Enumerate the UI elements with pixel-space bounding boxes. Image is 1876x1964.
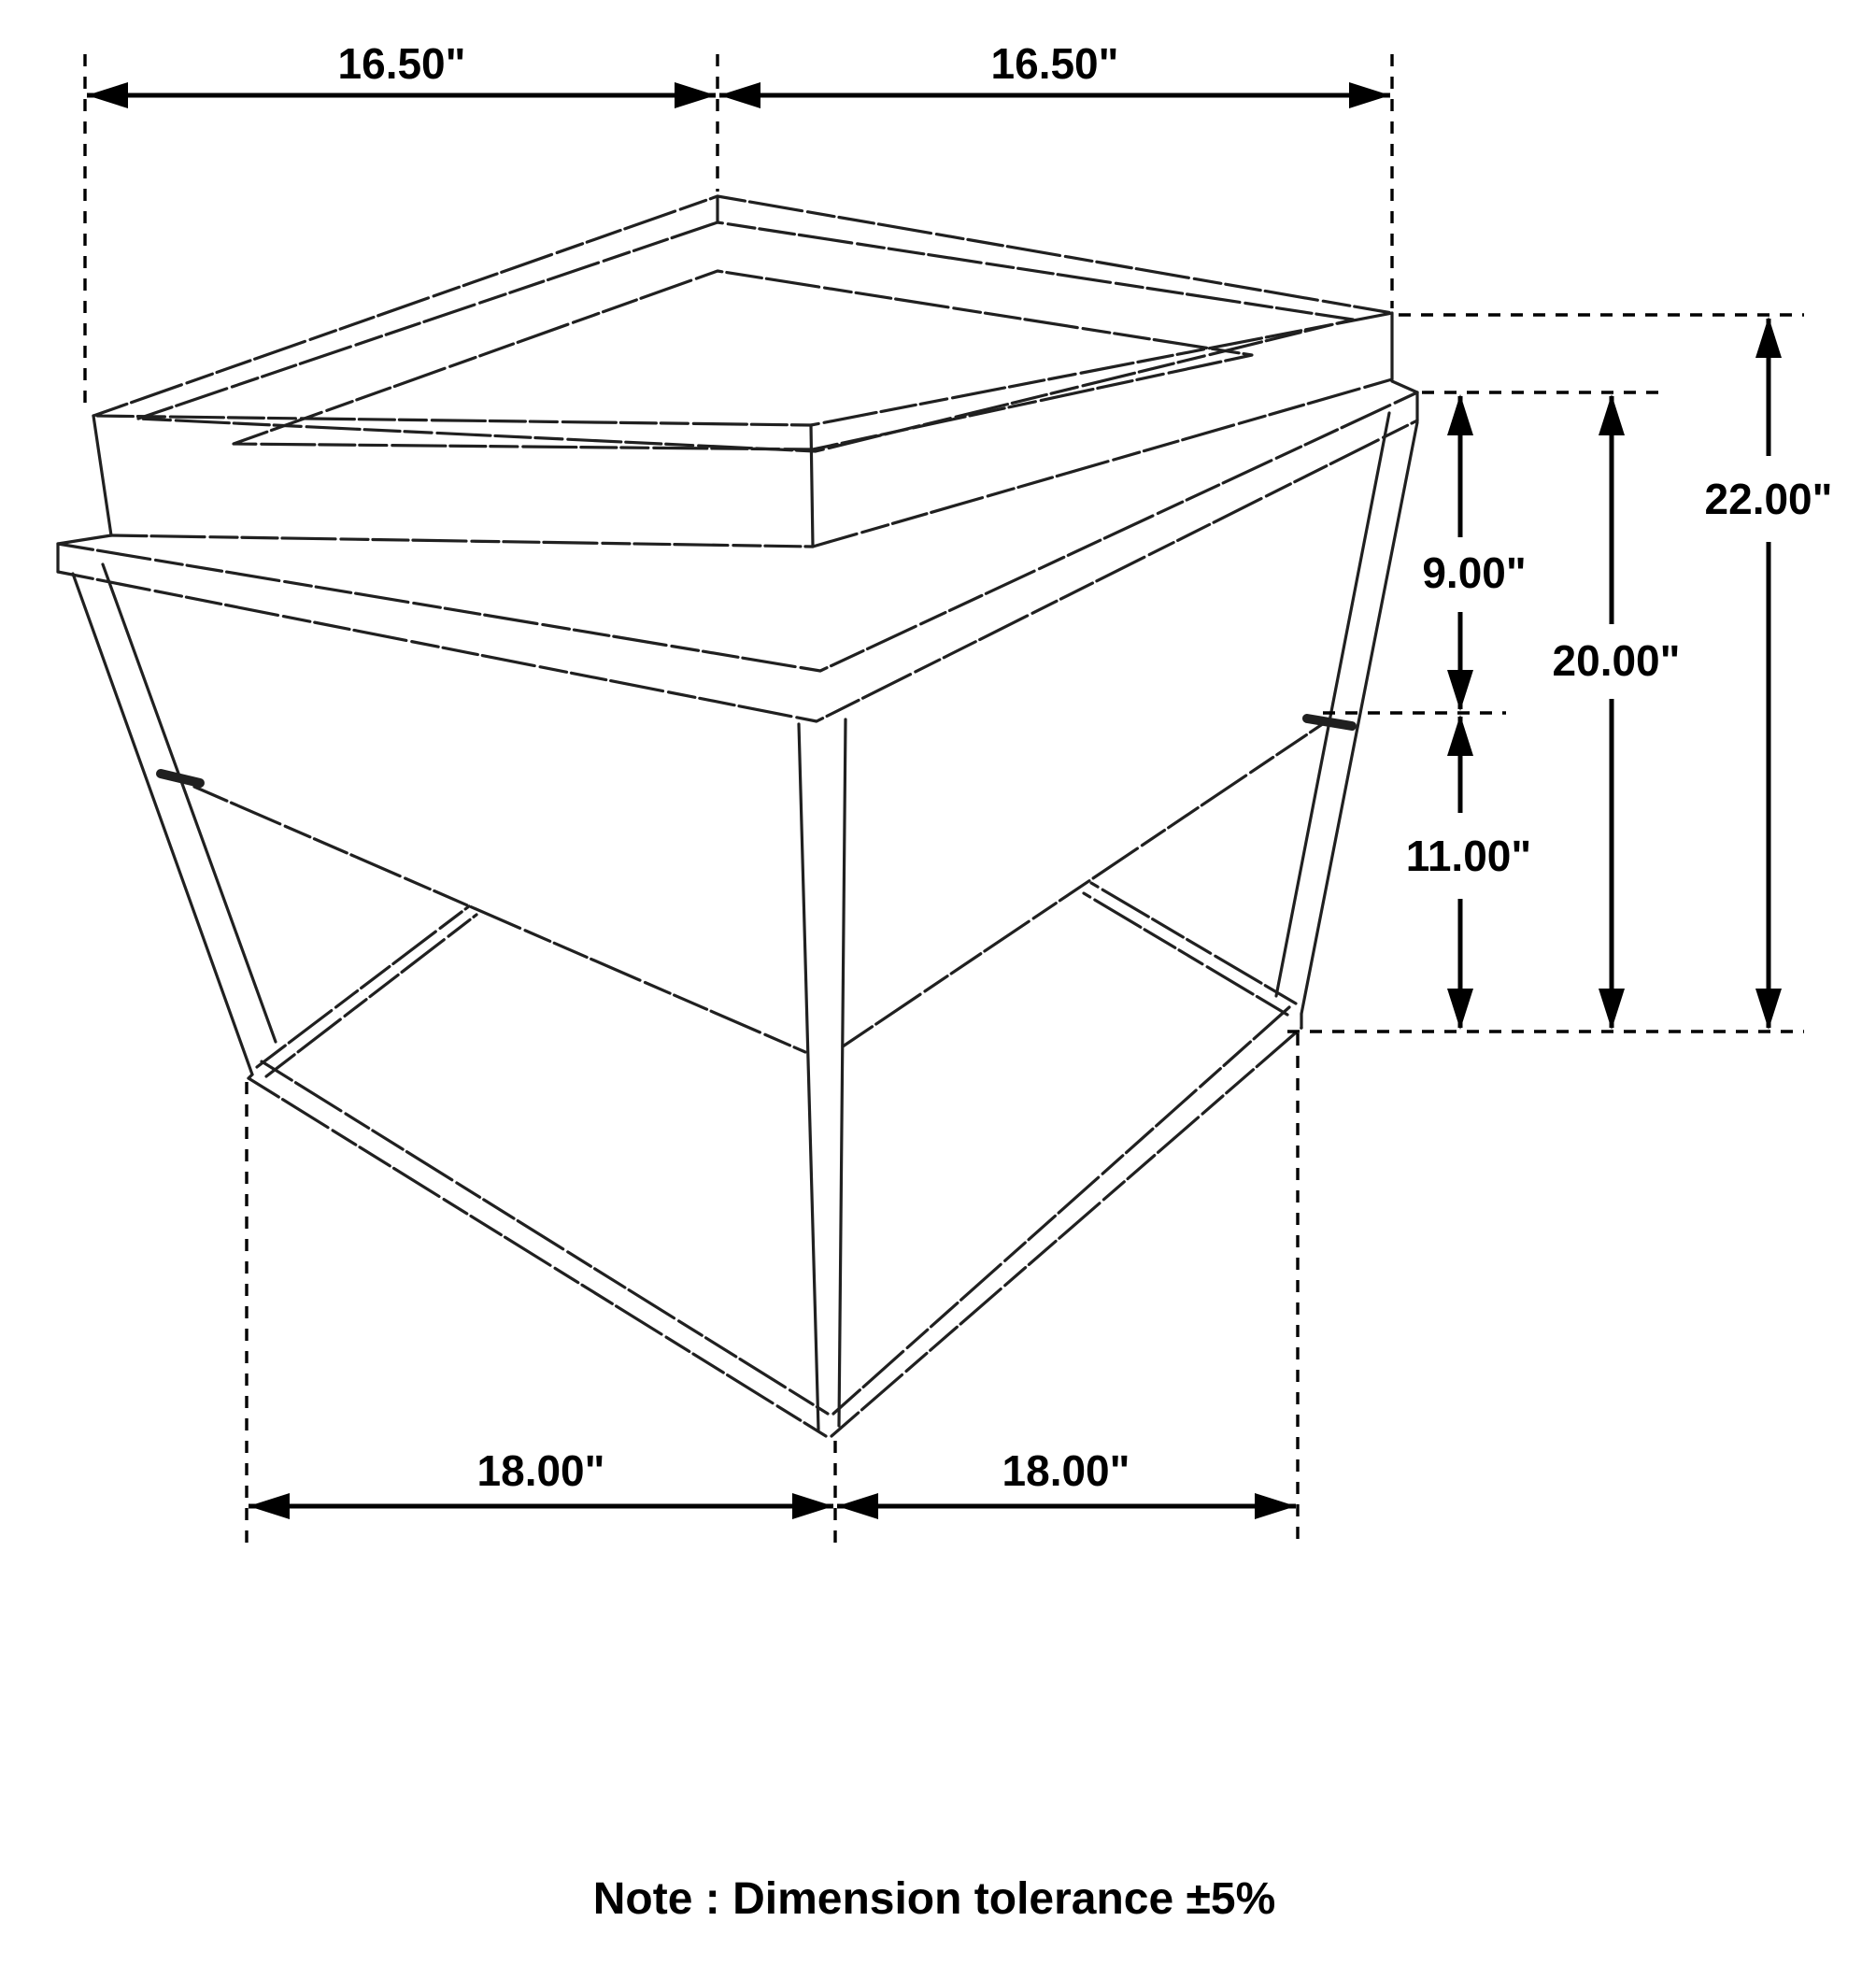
arrowhead — [1755, 989, 1782, 1030]
dim-label-top-width-left: 16.50" — [337, 39, 466, 88]
left-leg — [73, 564, 276, 1075]
shelf-left-edge — [194, 787, 805, 1052]
dim-lower-opening-height — [1406, 715, 1531, 1030]
base-front-left-outer — [249, 1078, 826, 1436]
band-right-joint — [1392, 381, 1417, 392]
dim-label-base-width-right: 18.00" — [1002, 1446, 1130, 1495]
arrowhead — [837, 1493, 878, 1519]
arrowhead — [792, 1493, 833, 1519]
dim-label-lower-opening: 11.00" — [1405, 832, 1532, 880]
dim-label-base-width-left: 18.00" — [476, 1446, 605, 1495]
dim-frame-height — [1553, 394, 1681, 1030]
arrowhead — [249, 1493, 290, 1519]
base-front-left-inner — [262, 1061, 828, 1414]
arrowhead — [1255, 1493, 1296, 1519]
base-back-right-inner — [1084, 893, 1287, 1015]
tray-floor — [234, 271, 1252, 449]
dim-label-frame-height: 20.00" — [1552, 636, 1681, 685]
shelf-right-socket — [1307, 719, 1352, 726]
arrowhead — [719, 82, 760, 108]
arrowhead — [1599, 989, 1625, 1030]
dim-base-width-left — [249, 1446, 833, 1519]
arrowhead — [1599, 394, 1625, 435]
dim-label-overall-height: 22.00" — [1704, 475, 1833, 523]
base-back-left-inner — [266, 915, 476, 1076]
tray-outer-rim — [93, 196, 1392, 425]
tray-corner-left — [93, 416, 111, 535]
sled-base — [249, 883, 1301, 1436]
tolerance-note: Note : Dimension tolerance ±5% — [592, 1874, 1276, 1924]
dimension-annotations — [85, 39, 1832, 1549]
dim-overall-height — [1705, 317, 1833, 1030]
arrowhead — [675, 82, 716, 108]
tray-wall-bottom — [111, 379, 1392, 547]
arrowhead — [1447, 670, 1473, 711]
shelf-left-socket — [161, 774, 200, 783]
dim-base-width-right — [837, 1446, 1296, 1519]
base-back-left-outer — [257, 906, 469, 1067]
table-drawing — [58, 196, 1417, 1436]
shelf-right-edge — [843, 721, 1327, 1046]
base-left-corner — [249, 1075, 252, 1078]
dim-upper-opening-height — [1422, 394, 1526, 711]
dim-label-upper-opening: 9.00" — [1422, 548, 1527, 597]
band-left-joint — [58, 535, 111, 544]
base-front-right-outer — [831, 1028, 1301, 1436]
front-leg — [799, 719, 846, 1430]
dim-top-width-left — [87, 39, 716, 108]
band-bottom-edge — [58, 420, 1417, 721]
arrowhead — [1755, 317, 1782, 358]
arrowhead — [1447, 394, 1473, 435]
dim-label-top-width-right: 16.50" — [990, 39, 1119, 88]
base-front-right-inner — [833, 1007, 1289, 1414]
dim-top-width-right — [719, 39, 1390, 108]
base-back-right-outer — [1091, 883, 1296, 1003]
arrowhead — [1447, 989, 1473, 1030]
arrowhead — [1447, 715, 1473, 756]
arrowhead — [87, 82, 128, 108]
tray-corner-front — [811, 425, 813, 547]
shelf — [161, 719, 1352, 1052]
arrowhead — [1349, 82, 1390, 108]
